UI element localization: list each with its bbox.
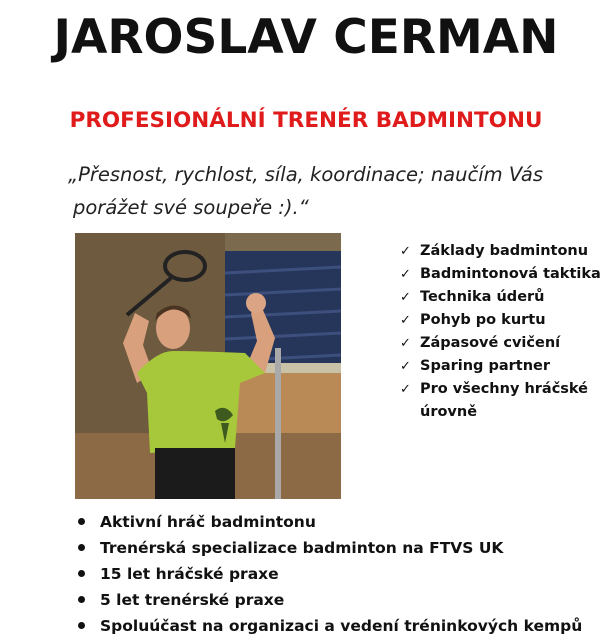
bullet-label: 5 let trenérské praxe — [100, 591, 285, 609]
bullet-label: Spoluúčast na organizaci a vedení tréninkových kempů — [100, 617, 583, 635]
list-item — [76, 587, 606, 613]
coach-photo — [75, 233, 341, 499]
checkmark-icon: ✓ — [400, 313, 411, 328]
checklist-label: Pro všechny hráčské — [420, 381, 589, 397]
list-item — [398, 263, 608, 286]
motto-line-1: „Přesnost, rychlost, síla, koordinace; naučím Vás — [68, 163, 544, 186]
bullet-icon — [78, 518, 85, 525]
bullet-icon — [78, 622, 85, 629]
list-item — [398, 355, 608, 378]
list-item — [398, 286, 608, 309]
checklist-label: úrovně — [420, 404, 478, 420]
checklist-label: Badmintonová taktika — [420, 266, 601, 282]
motto-quote — [68, 158, 588, 224]
checkmark-icon: ✓ — [400, 267, 411, 282]
list-item — [76, 509, 606, 535]
checkmark-icon: ✓ — [400, 359, 411, 374]
checklist-label: Základy badmintonu — [420, 243, 589, 259]
checkmark-icon: ✓ — [400, 244, 411, 259]
bullet-icon — [78, 544, 85, 551]
skills-checklist — [398, 240, 608, 424]
list-item — [398, 309, 608, 332]
list-item — [76, 613, 606, 639]
checkmark-icon: ✓ — [400, 382, 411, 397]
checkmark-icon: ✓ — [400, 290, 411, 305]
coach-title: PROFESIONÁLNÍ TRENÉR BADMINTONU — [69, 108, 543, 133]
checklist-label: Sparing partner — [420, 358, 551, 374]
list-item — [398, 240, 608, 263]
motto-line-2: porážet své soupeře :).“ — [73, 196, 309, 219]
bullet-label: Trenérská specializace badminton na FTVS UK — [100, 539, 504, 557]
list-item — [76, 535, 606, 561]
bullet-icon — [78, 596, 85, 603]
checkmark-icon: ✓ — [400, 336, 411, 351]
bullet-label: 15 let hráčské praxe — [100, 565, 279, 583]
bullet-icon — [78, 570, 85, 577]
list-item — [76, 561, 606, 587]
coach-photo-illustration — [75, 233, 341, 499]
checklist-label: Zápasové cvičení — [420, 335, 561, 351]
checklist-label: Technika úderů — [420, 289, 545, 305]
coach-name: JAROSLAV CERMAN — [53, 10, 559, 65]
bullet-label: Aktivní hráč badmintonu — [100, 513, 316, 531]
experience-bullets — [76, 509, 606, 639]
list-item-continuation — [398, 401, 608, 424]
checklist-label: Pohyb po kurtu — [420, 312, 546, 328]
list-item — [398, 378, 608, 401]
list-item — [398, 332, 608, 355]
